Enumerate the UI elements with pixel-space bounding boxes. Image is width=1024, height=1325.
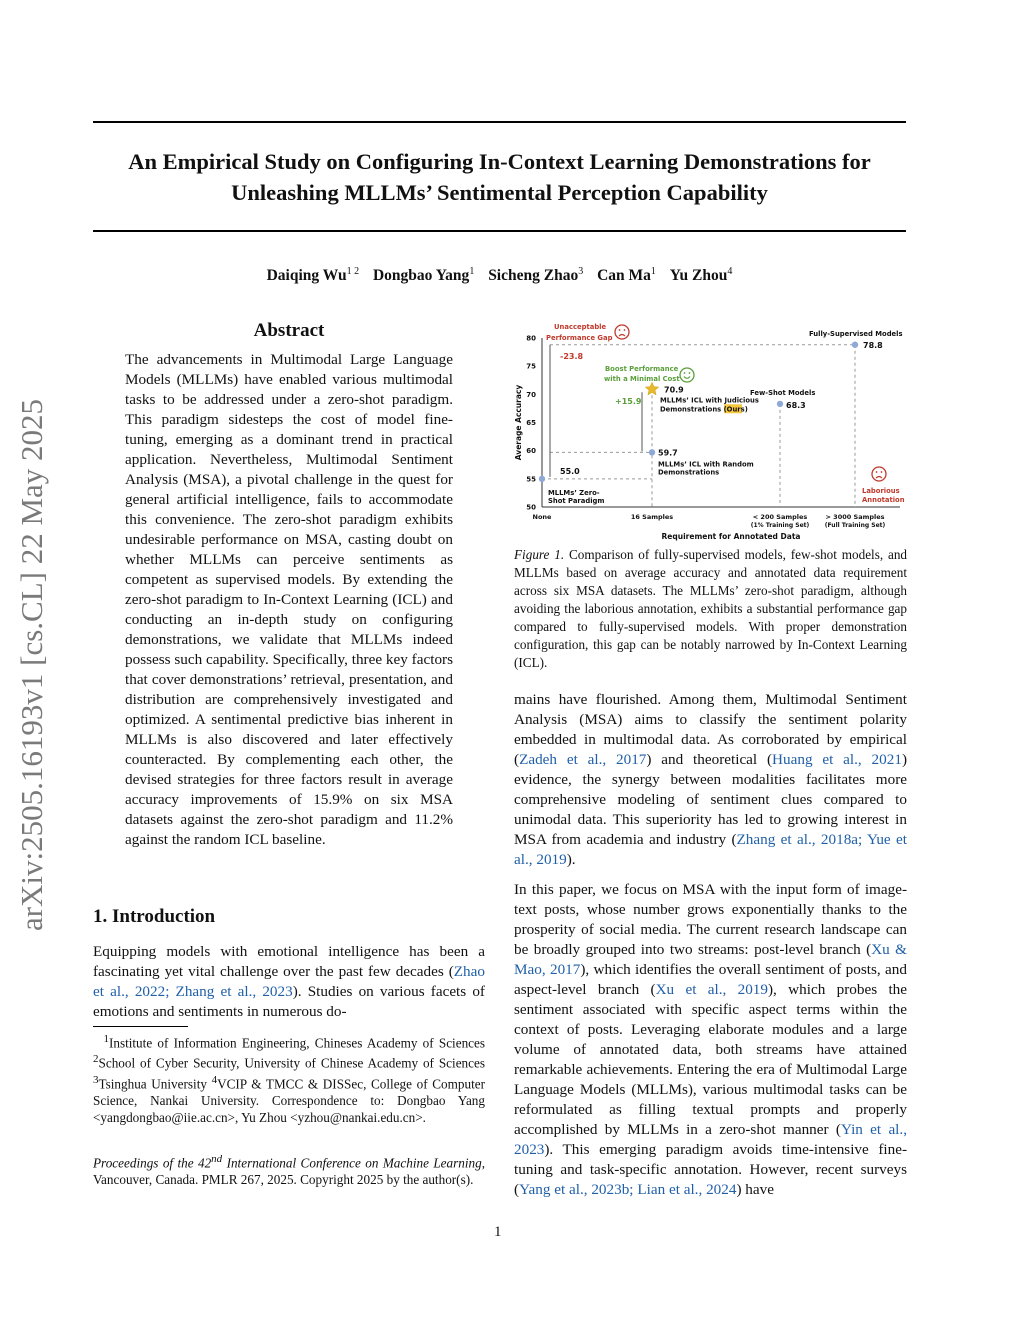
footnote-rule: [93, 1026, 188, 1027]
data-point: [649, 449, 655, 455]
sad-face-icon-mouth: [876, 477, 882, 479]
series-name: Demonstrations: [658, 468, 720, 477]
title-line-2: Unleashing MLLMs’ Sentimental Perception Capability: [231, 180, 768, 205]
author-list: [93, 266, 906, 285]
author: Can Ma$^1$: [597, 266, 656, 285]
x-axis-label: Requirement for Annotated Data: [661, 532, 801, 541]
data-point-star: [645, 382, 658, 395]
body-paragraph: mains have flourished. Among them, Multimodal Sentiment Analysis (MSA) aims to classify the sentiment polarity embedded in multimodal data. As corroborated by empirical (Zadeh et al., 2017) and theoretical (Huang et al., 2021) evidence, the synergy between modalities facilitates more comprehensive modeling of sentiment clues compared to unimodal data. This superiority has led to growing interest in MSA from academia and industry (Zhang et al., 2018a; Yue et al., 2019).: [514, 691, 907, 868]
title-line-1: An Empirical Study on Configuring In-Context Learning Demonstrations for: [128, 149, 871, 174]
sad-face-icon-eye: [624, 329, 626, 331]
y-axis-label: Average Accuracy: [514, 384, 523, 461]
data-label: 78.8: [863, 340, 883, 350]
x-tick-label: (1% Training Set): [750, 522, 810, 529]
y-tick-label: 70: [526, 390, 536, 399]
sad-face-icon: [872, 467, 886, 481]
body-paragraph: In this paper, we focus on MSA with the input form of image-text posts, whose number grows exponentially thanks to the prosperity of social media. The current research landscape can be broadly grouped into two streams: post-level branch (Xu & Mao, 2017), which identifies the overall sentiment of posts, and aspect-level branch (Xu et al., 2019), which probes the sentiment associated with specific aspect terms within the context of posts. Leveraging elaborate modules and a large volume of annotated data, both streams have attained remarkable achievements. Entering the era of Multimodal Large Language Models (MLLMs), various multimodal tasks can be reformulated as filling textual prompts and properly accomplished by MLLMs in a zero-shot manner (Yin et al., 2023). This emerging paradigm avoids time-intensive fine-tuning and task-specific annotation. However, recent surveys (Yang et al., 2023b; Lian et al., 2024) have: [514, 881, 907, 1198]
sad-face-icon-eye: [876, 471, 878, 473]
title-top-rule: [93, 121, 906, 123]
abstract-text: The advancements in Multimodal Large Language Models (MLLMs) have enabled various multimodal tasks to be addressed under a zero-shot paradigm. This paradigm sidesteps the cost of model fine-tuning, emerging as a dominant trend in practical application. Nevertheless, Multimodal Sentiment Analysis (MSA), a pivotal challenge in the quest for general artificial intelligence, fails to accommodate this convenience. The zero-shot paradigm exhibits undesirable performance on MSA, casting doubt on whether MLLMs can perceive sentiments as competent as supervised models. By extending the zero-shot paradigm to In-Context Learning (ICL) and conducting an in-depth study on configuring demonstrations, we validate that MLLMs indeed possess such capability. Specifically, three key factors that cover demonstrations’ retrieval, presentation, and distribution are comprehensively investigated and optimized. A sentimental predictive bias inherent in MLLMs is also discovered and later effectively counteracted. By complementing each other, the devised strategies for three factors result in average accuracy improvements of 15.9% on six MSA datasets against the zero-shot paradigm and 11.2% against the random ICL baseline.: [125, 351, 453, 848]
series-name: MLLMs’ ICL with Random: [658, 460, 754, 469]
annotation-text: Unacceptable: [554, 323, 607, 331]
affiliation-footnote: $^1$Institute of Information Engineering, Chineses Academy of Sciences $^2$School of Cyber Security, University of Chinese Academy of Sciences $^3$Tsinghua University $^4$VCIP & TMCC & DISSec, College of Computer Science, Nankai University. Correspondence to: Dongbao Yang <yangdongbao@iie.ac.cn>, Yu Zhou <yzhou@nankai.edu.cn>.: [93, 1033, 486, 1126]
citation-link[interactable]: Huang et al., 2021: [772, 751, 902, 768]
citation-link[interactable]: Zhao et al., 2022; Zhang et al., 2023: [93, 963, 485, 1000]
data-label: 59.7: [658, 448, 678, 458]
y-tick-label: 60: [526, 447, 536, 456]
author: Yu Zhou$^4$: [669, 266, 733, 285]
figure-1-caption: Figure 1. Comparison of fully-supervised models, few-shot models, and MLLMs based on average accuracy and annotated data requirement across six MSA datasets. The MLLMs’ zero-shot paradigm, although avoiding the laborious annotation, exhibits a substantial performance gap compared to fully-supervised models. With proper demonstration configuration, this gap can be notably narrowed by In-Context Learning (ICL).: [514, 547, 908, 670]
annotation-text: Boost Performance: [605, 365, 679, 373]
title-bottom-rule: [93, 230, 906, 232]
page-number: 1: [494, 1224, 502, 1240]
happy-face-icon: [680, 368, 694, 382]
data-point: [539, 476, 545, 482]
arxiv-id: arXiv:2505.16193v1 [cs.CL] 22 May 2025: [14, 398, 49, 932]
introduction-heading: 1. Introduction: [93, 906, 216, 927]
x-tick-label: 16 Samples: [630, 513, 674, 521]
data-point: [852, 342, 858, 348]
data-label: 55.0: [560, 466, 580, 476]
annotation-text: Annotation: [862, 496, 905, 504]
abstract-heading: Abstract: [253, 320, 325, 341]
sad-face-icon-mouth: [619, 335, 625, 337]
author: Sicheng Zhao$^3$: [488, 266, 584, 285]
author: Daiqing $Wu^{1 2}$: [266, 266, 360, 285]
y-tick-label: 50: [526, 503, 536, 512]
author: Dongbao Yang$^1$: [372, 266, 475, 285]
citation-link[interactable]: Yang et al., 2023b; Lian et al., 2024: [519, 1181, 737, 1198]
happy-face-icon-mouth: [684, 377, 690, 379]
y-tick-label: 65: [526, 419, 536, 427]
y-tick-label: 55: [526, 475, 536, 484]
annotation-text: Laborious: [862, 487, 900, 495]
series-name: MLLMs’ ICL with Judicious: [660, 396, 759, 405]
citation-link[interactable]: Yin et al., 2023: [514, 1121, 907, 1158]
paper-title: [93, 146, 906, 208]
x-tick-label: (Full Training Set): [824, 522, 886, 529]
citation-link[interactable]: Xu & Mao, 2017: [514, 941, 907, 978]
series-name: Demonstrations (Ours): [660, 405, 748, 414]
citation-link[interactable]: Xu et al., 2019: [655, 981, 768, 998]
series-name: Fully-Supervised Models: [809, 329, 903, 338]
annotation-value: -23.8: [560, 351, 584, 361]
y-tick-label: 75: [526, 362, 536, 371]
data-label: 70.9: [664, 385, 684, 395]
happy-face-icon-eye: [684, 372, 686, 374]
annotation-text: Performance Gap: [546, 334, 613, 342]
sad-face-icon-eye: [881, 471, 883, 473]
annotation-value: +15.9: [615, 397, 642, 406]
citation-link[interactable]: Zadeh et al., 2017: [519, 751, 647, 768]
series-name: MLLMs’ Zero-: [548, 488, 600, 497]
figure-1-chart: [512, 318, 912, 543]
annotation-text: with a Minimal Cost: [604, 375, 680, 383]
x-tick-label: < 200 Samples: [752, 513, 808, 521]
series-name: Shot Paradigm: [548, 496, 605, 505]
y-tick-label: 80: [526, 334, 536, 343]
x-tick-label: None: [532, 513, 552, 521]
x-tick-label: > 3000 Samples: [825, 513, 885, 521]
data-label: 68.3: [786, 400, 806, 410]
data-point: [777, 401, 783, 407]
proceedings-note: Proceedings of the 42nd International Conference on Machine Learning, Vancouver, Canada. PMLR 267, 2025. Copyright 2025 by the author(s).: [93, 1153, 485, 1188]
series-name: Few-Shot Models: [750, 388, 816, 397]
happy-face-icon-eye: [689, 372, 691, 374]
sad-face-icon: [615, 325, 629, 339]
introduction-text: Equipping models with emotional intelligence has been a fascinating yet vital challenge over the past few decades (Zhao et al., 2022; Zhang et al., 2023). Studies on various facets of emotions and sentiments in numerous do-: [93, 943, 485, 1020]
arxiv-watermark: [12, 370, 52, 960]
citation-link[interactable]: Zhang et al., 2018a; Yue et al., 2019: [514, 831, 907, 868]
sad-face-icon-eye: [619, 329, 621, 331]
